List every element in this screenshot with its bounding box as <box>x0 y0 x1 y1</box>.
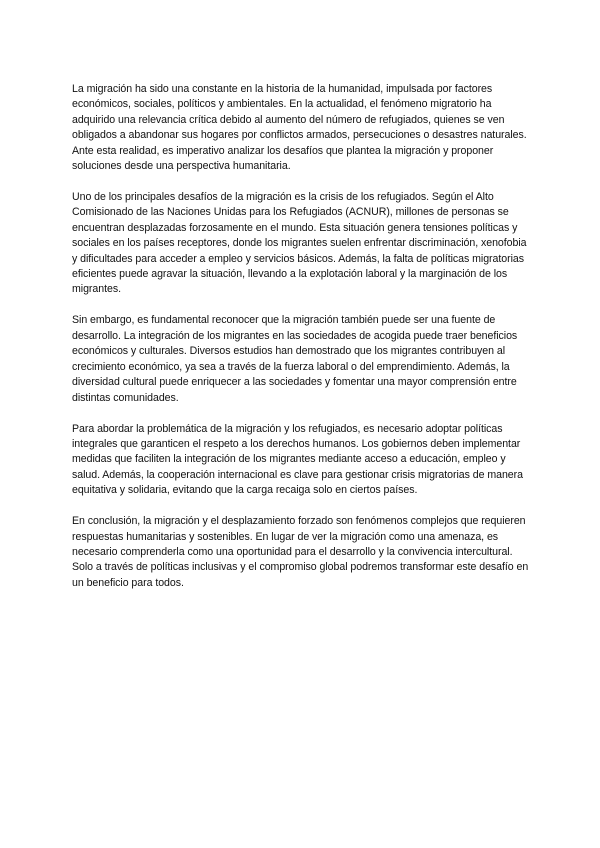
paragraph-introduction: La migración ha sido una constante en la historia de la humanidad, impulsada por factores económicos, sociales, políticos y ambientales. En la actualidad, el fenómeno migratorio ha adquirido una relevancia crítica debido al aumento del número de refugiados, quienes se ven obligados a abandonar sus hogares por conflictos armados, persecuciones o desastres naturales. Ante esta realidad, es imperativo analizar los desafíos que plantea la migración y proponer soluciones desde una perspectiva humanitaria. <box>72 83 527 173</box>
document-body <box>72 82 534 607</box>
paragraph-conclusion: En conclusión, la migración y el desplazamiento forzado son fenómenos complejos que requieren respuestas humanitarias y sostenibles. En lugar de ver la migración como una amenaza, es necesario comprenderla como una oportunidad para el desarrollo y la convivencia intercultural. Solo a través de políticas inclusivas y el compromiso global podremos transformar este desafío en un beneficio para todos. <box>72 515 529 589</box>
paragraph-policies: Para abordar la problemática de la migración y los refugiados, es necesario adoptar políticas integrales que garanticen el respeto a los derechos humanos. Los gobiernos deben implementar medidas que faciliten la integración de los migrantes mediante acceso a educación, empleo y salud. Además, la cooperación internacional es clave para gestionar crisis migratorias de manera equitativa y solidaria, evitando que la carga recaiga solo en ciertos países. <box>72 422 523 497</box>
paragraph-refugee-crisis: Uno de los principales desafíos de la migración es la crisis de los refugiados. Según el Alto Comisionado de las Naciones Unidas para los Refugiados (ACNUR), millones de personas se encuentran desplazadas forzosamente en el mundo. Esta situación genera tensiones políticas y sociales en los países receptores, donde los migrantes suelen enfrentar discriminación, xenofobia y dificultades para acceder a empleo y servicios básicos. Además, la falta de políticas migratorias eficientes puede agravar la situación, llevando a la explotación laboral y la marginación de los migrantes. <box>72 191 527 296</box>
paragraph-development: Sin embargo, es fundamental reconocer que la migración también puede ser una fuente de desarrollo. La integración de los migrantes en las sociedades de acogida puede traer beneficios económicos y culturales. Diversos estudios han demostrado que los migrantes contribuyen al crecimiento económico, ya sea a través de la fuerza laboral o del emprendimiento. Además, la diversidad cultural puede enriquecer a las sociedades y fomentar una mayor comprensión entre distintas comunidades. <box>72 314 518 404</box>
